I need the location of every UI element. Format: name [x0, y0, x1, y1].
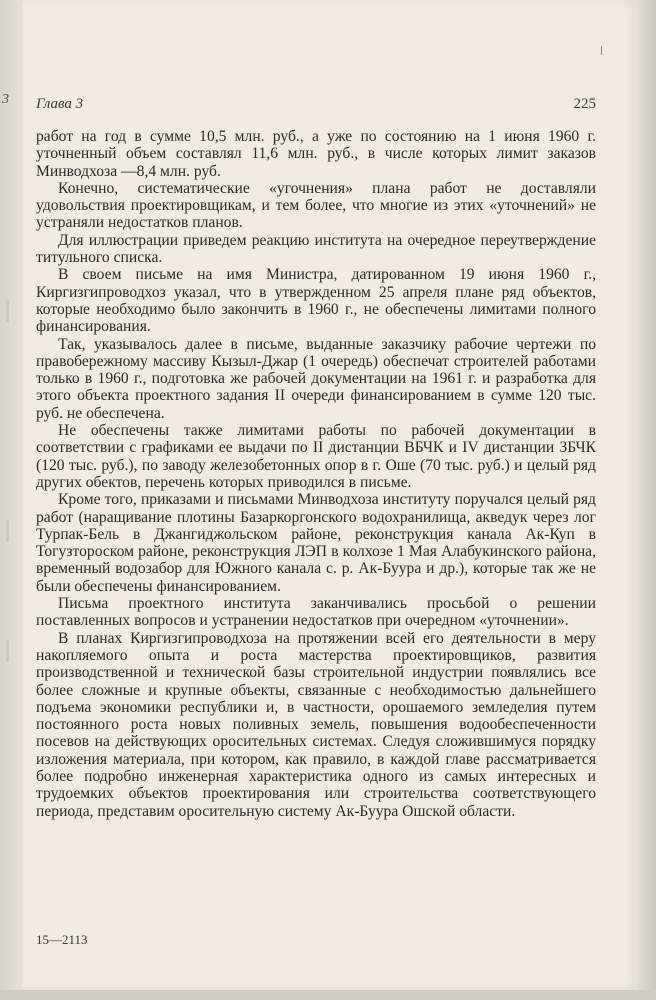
paragraph: Письма проектного института заканчивались просьбой о решении поставленных вопросов и устранении недостатков при очередном «уточнении». — [36, 595, 596, 630]
gutter-line — [6, 520, 9, 542]
paragraph: Для иллюстрации приведем реакцию института на очередное переутверждение титульного списка. — [36, 231, 596, 267]
right-page-edge — [634, 0, 656, 1000]
paragraph: В планах Киргизгипроводхоза на протяжении всей его деятельности в меру накопляемого опыта и роста мастерства проектировщиков, развития производственной и технической базы строительной индустрии появлялись все более сложные и крупные объекты, связанные с необходимостью дальнейшего подъема экономики республики и, в частности, орошаемого земледелия путем постоянного роста новых поливных земель, повышения водообеспеченности посевов на действующих оросительных системах. Следуя сложившимуся порядку изложения материала, при котором, как правило, в каждой главе рассматривается более подробно инженерная характеристика одного из самых интересных и трудоемких объектов проектирования или строительства соответствующего периода, представим оросительную систему Ак-Буура Ошской области. — [36, 629, 596, 820]
bottom-edge — [0, 990, 656, 1000]
gutter-line — [6, 640, 9, 662]
left-gutter — [0, 0, 22, 1000]
running-header — [36, 96, 596, 120]
printer-signature: 15—2113 — [36, 932, 88, 947]
body-text — [36, 128, 596, 820]
gutter-line — [6, 300, 9, 322]
pencil-tick — [601, 46, 602, 55]
paragraph: Не обеспечены также лимитами работы по рабочей документации в соответствии с графиками ее выдачи по II дистанции ВБЧК и IV дистанции ЗБЧК (120 тыс. руб.), по заводу железобетонных опор в г. Оше (70 тыс. руб.) и целый ряд других обектов, перечень которых приводился в письме. — [36, 422, 596, 491]
paragraph: работ на год в сумме 10,5 млн. руб., а уже по состоянию на 1 июня 1960 г. уточненный объем составлял 11,6 млн. руб., в числе которых лимит заказов Минводхоза —8,4 млн. руб. — [36, 128, 596, 180]
paragraph: Кроме того, приказами и письмами Минводхоза институту поручался целый ряд работ (наращивание плотины Базаркоргонского водохранилища, акведук через лог Турпак-Бель в Джангиджольском районе, реконструкция канала Ак-Куп в Тогузтороском районе, реконструкция ЛЭП в колхозе 1 Мая Алабукинского района, временный водозабор для Южного канала с. р. Ак-Буура и др.), которые так же не были обеспечены финансированием. — [36, 491, 596, 595]
chapter-title: Глава 3 — [36, 96, 84, 112]
page-number: 225 — [573, 96, 596, 112]
margin-mark: 3 — [2, 92, 9, 107]
paragraph: Конечно, систематические «угочнения» плана работ не доставляли удовольствия проектировщикам, и тем более, что многие из этих «уточнений» не устраняли недостатков планов. — [36, 179, 596, 232]
paragraph: В своем письме на имя Министра, датированном 19 июня 1960 г., Киргизгипроводхоз указал, что в утвержденном 25 апреля плане ряд объектов, которые необходимо было закончить в 1960 г., не обеспечены лимитами полного финансирования. — [36, 266, 596, 336]
paragraph: Так, указывалось далее в письме, выданные заказчику рабочие чертежи по правобережному массиву Кызыл-Джар (1 очередь) обеспечат строителей работами только в 1960 г., подготовка же рабочей документации на 1961 г. и разработка для этого объекта проектного задания II очереди финансированием в сумме 120 тыс. руб. не обеспечена. — [36, 335, 596, 422]
